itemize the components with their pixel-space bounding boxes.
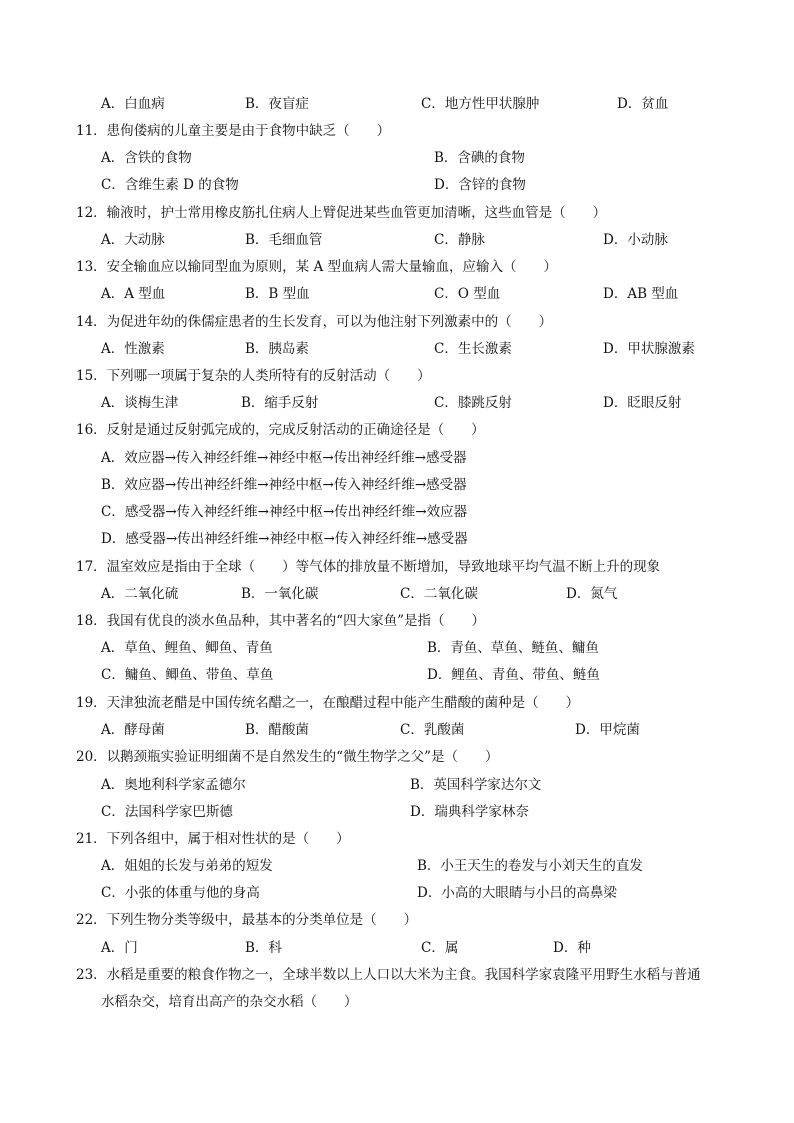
option: A．二氧化硫: [101, 586, 179, 602]
option: B．效应器→传出神经纤维→神经中枢→传入神经纤维→感受器: [101, 477, 467, 493]
option: C．感受器→传入神经纤维→神经中枢→传出神经纤维→效应器: [101, 504, 468, 520]
option: C．小张的体重与他的身高: [101, 885, 260, 901]
option: B．一氧化碳: [241, 586, 319, 602]
option: D．贫血: [617, 96, 669, 112]
option: B．青鱼、草鱼、鲢鱼、鳙鱼: [427, 640, 599, 656]
option: B．B 型血: [245, 286, 310, 302]
option: A．效应器→传入神经纤维→神经中枢→传出神经纤维→感受器: [101, 450, 467, 466]
option-row: [0, 720, 794, 740]
option: D．种: [553, 940, 591, 956]
option: C．地方性甲状腺肿: [421, 96, 540, 112]
option-row: [0, 284, 794, 304]
option: C．静脉: [434, 232, 485, 248]
option-row: [0, 339, 794, 359]
option: C．生长激素: [434, 341, 512, 357]
option: D．感受器→传出神经纤维→神经中枢→传入神经纤维→感受器: [101, 531, 468, 547]
option: A．谈梅生津: [101, 395, 179, 411]
question-stem: 14．为促进年幼的侏儒症患者的生长发育，可以为他注射下列激素中的（ ）: [76, 314, 553, 330]
option: B．毛细血管: [245, 232, 323, 248]
option: C．乳酸菌: [400, 722, 465, 738]
option: D．瑞典科学家林奈: [410, 804, 529, 820]
option-row: [0, 148, 794, 168]
option: C．法国科学家巴斯德: [101, 804, 233, 820]
option: D．氮气: [566, 586, 618, 602]
option: B．缩手反射: [241, 395, 319, 411]
option: A．性激素: [101, 341, 165, 357]
question-stem: 16．反射是通过反射弧完成的，完成反射活动的正确途径是（ ）: [76, 422, 485, 438]
question-stem: 15．下列哪一项属于复杂的人类所特有的反射活动（ ）: [76, 368, 431, 384]
option-row: [0, 883, 794, 903]
option-row: [0, 802, 794, 822]
question-stem: 21．下列各组中，属于相对性状的是（ ）: [76, 831, 350, 847]
question-stem: 12．输液时，护士常用橡皮筋扎住病人上臂促进某些血管更加清晰，这些血管是（ ）: [76, 205, 607, 221]
question-stem: 18．我国有优良的淡水鱼品种，其中著名的“四大家鱼”是指（ ）: [76, 613, 485, 629]
question-stem: 19．天津独流老醋是中国传统名醋之一，在酿醋过程中能产生醋酸的菌种是（ ）: [76, 695, 580, 711]
option: C．膝跳反射: [434, 395, 512, 411]
option: D．AB 型血: [603, 286, 679, 302]
option: A．白血病: [101, 96, 165, 112]
option: A．奥地利科学家孟德尔: [101, 777, 246, 793]
option-row: [0, 584, 794, 604]
option: B．夜盲症: [245, 96, 309, 112]
option-row: [0, 775, 794, 795]
option: B．含碘的食物: [434, 150, 525, 166]
question-stem: 23．水稻是重要的粮食作物之一，全球半数以上人口以大米为主食。我国科学家袁隆平用野生水稻与普通: [76, 967, 701, 983]
question-stem-continuation: 水稻杂交，培育出高产的杂交水稻（ ）: [101, 994, 358, 1010]
option: B．胰岛素: [245, 341, 309, 357]
option: C．O 型血: [434, 286, 501, 302]
option-row: [0, 856, 794, 876]
question-stem: 11．患佝偻病的儿童主要是由于食物中缺乏（ ）: [76, 123, 391, 139]
option: B．科: [245, 940, 282, 956]
option: A．大动脉: [101, 232, 165, 248]
option: B．小王天生的卷发与小刘天生的直发: [417, 858, 643, 874]
option: C．含维生素 D 的食物: [101, 177, 239, 193]
option: D．小高的大眼睛与小吕的高鼻梁: [417, 885, 617, 901]
option: A．A 型血: [101, 286, 166, 302]
option: A．姐姐的长发与弟弟的短发: [101, 858, 273, 874]
question-stem: 22．下列生物分类等级中，最基本的分类单位是（ ）: [76, 912, 418, 928]
option-row: [0, 665, 794, 685]
option: A．含铁的食物: [101, 150, 192, 166]
option: C．二氧化碳: [400, 586, 478, 602]
option-row: [0, 638, 794, 658]
option: D．甲烷菌: [575, 722, 640, 738]
option: A．门: [101, 940, 138, 956]
option: D．小动脉: [603, 232, 668, 248]
option: D．鲤鱼、青鱼、带鱼、鲢鱼: [427, 667, 600, 683]
option: A．草鱼、鲤鱼、鲫鱼、青鱼: [101, 640, 273, 656]
q10-options: [0, 94, 794, 114]
option: B．醋酸菌: [245, 722, 309, 738]
option: D．甲状腺激素: [603, 341, 695, 357]
option: D．含锌的食物: [434, 177, 526, 193]
option: D．眨眼反射: [603, 395, 682, 411]
option-row: [0, 230, 794, 250]
option: A．酵母菌: [101, 722, 165, 738]
option-row: [0, 938, 794, 958]
option-row: [0, 393, 794, 413]
question-stem: 20．以鹅颈瓶实验证明细菌不是自然发生的“微生物学之父”是（ ）: [76, 749, 499, 765]
option: C．鳙鱼、鲫鱼、带鱼、草鱼: [101, 667, 274, 683]
question-stem: 17．温室效应是指由于全球（ ）等气体的排放量不断增加，导致地球平均气温不断上升的现象: [76, 559, 661, 575]
option: B．英国科学家达尔文: [410, 777, 542, 793]
option-row: [0, 175, 794, 195]
question-stem: 13．安全输血应以输同型血为原则，某 A 型血病人需大量输血，应输入（ ）: [76, 259, 558, 275]
option: C．属: [421, 940, 459, 956]
